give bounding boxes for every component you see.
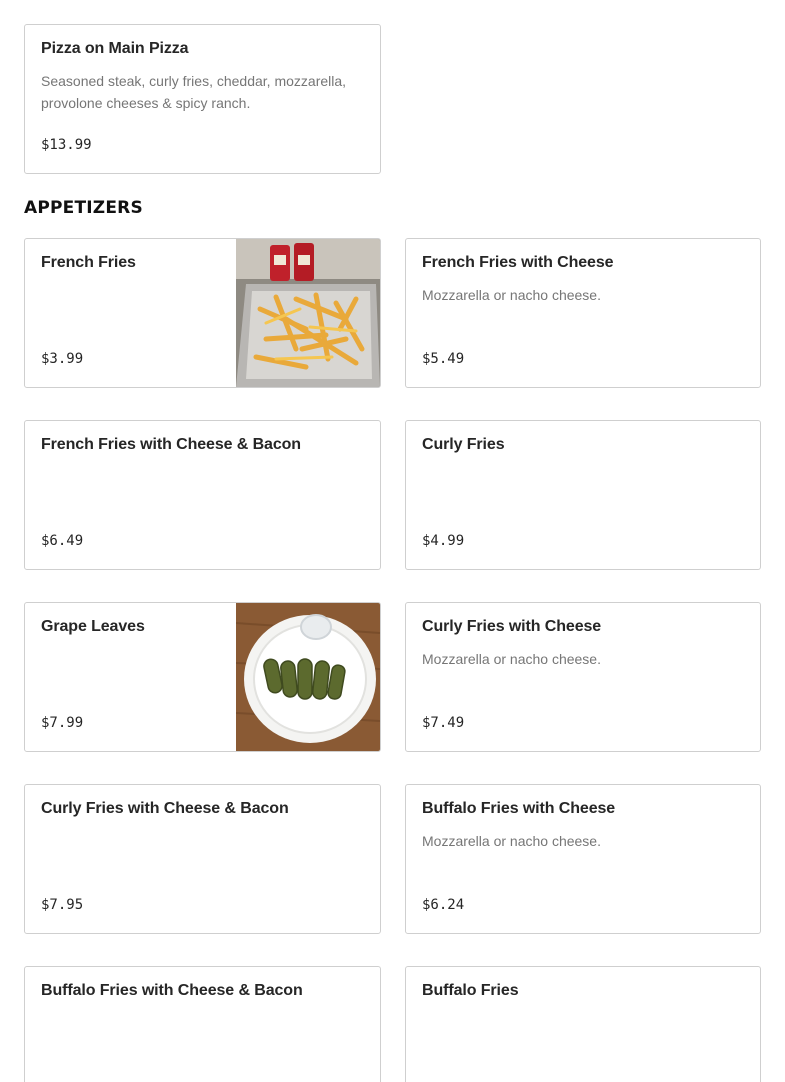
menu-item-card[interactable]	[405, 784, 761, 934]
french-fries-image	[236, 239, 380, 387]
section-heading: APPETIZERS	[24, 198, 143, 218]
menu-item-name: Curly Fries	[422, 436, 505, 453]
menu-item-name: Buffalo Fries with Cheese	[422, 800, 616, 817]
menu-item-name: French Fries with Cheese & Bacon	[41, 436, 301, 453]
menu-item-price: $3.99	[41, 351, 84, 367]
menu-item-price: $6.24	[422, 897, 465, 913]
menu-item-card[interactable]	[24, 238, 381, 388]
menu-item-description: Mozzarella or nacho cheese.	[422, 651, 601, 667]
menu-item-card[interactable]	[24, 24, 381, 174]
menu-item-card[interactable]	[405, 602, 761, 752]
menu-item-card[interactable]	[405, 966, 761, 1082]
menu-item-name: Pizza on Main Pizza	[41, 40, 189, 57]
menu-item-card[interactable]	[24, 966, 381, 1082]
menu-item-price: $5.49	[422, 351, 465, 367]
menu-item-price: $7.49	[422, 715, 465, 731]
menu-item-card[interactable]	[24, 784, 381, 934]
menu-item-card[interactable]	[405, 420, 761, 570]
menu-item-price: $6.49	[41, 533, 84, 549]
menu-item-name: Buffalo Fries	[422, 982, 519, 999]
menu-item-description: Mozzarella or nacho cheese.	[422, 833, 601, 849]
menu-item-name: Grape Leaves	[41, 618, 145, 635]
menu-item-name: French Fries	[41, 254, 136, 271]
menu-item-card[interactable]	[24, 420, 381, 570]
menu-item-price: $7.95	[41, 897, 84, 913]
menu-item-name: French Fries with Cheese	[422, 254, 614, 271]
menu-item-name: Buffalo Fries with Cheese & Bacon	[41, 982, 303, 999]
grape-leaves-image	[236, 603, 380, 751]
menu-item-card[interactable]	[24, 602, 381, 752]
menu-item-price: $4.99	[422, 533, 465, 549]
menu-item-name: Curly Fries with Cheese & Bacon	[41, 800, 289, 817]
menu-item-description: Seasoned steak, curly fries, cheddar, mozzarella, provolone cheeses & spicy ranch.	[41, 73, 347, 111]
menu-item-price: $7.99	[41, 715, 84, 731]
menu-item-name: Curly Fries with Cheese	[422, 618, 602, 635]
menu-item-description: Mozzarella or nacho cheese.	[422, 287, 601, 303]
menu-item-card[interactable]	[405, 238, 761, 388]
menu-item-price: $13.99	[41, 137, 92, 153]
